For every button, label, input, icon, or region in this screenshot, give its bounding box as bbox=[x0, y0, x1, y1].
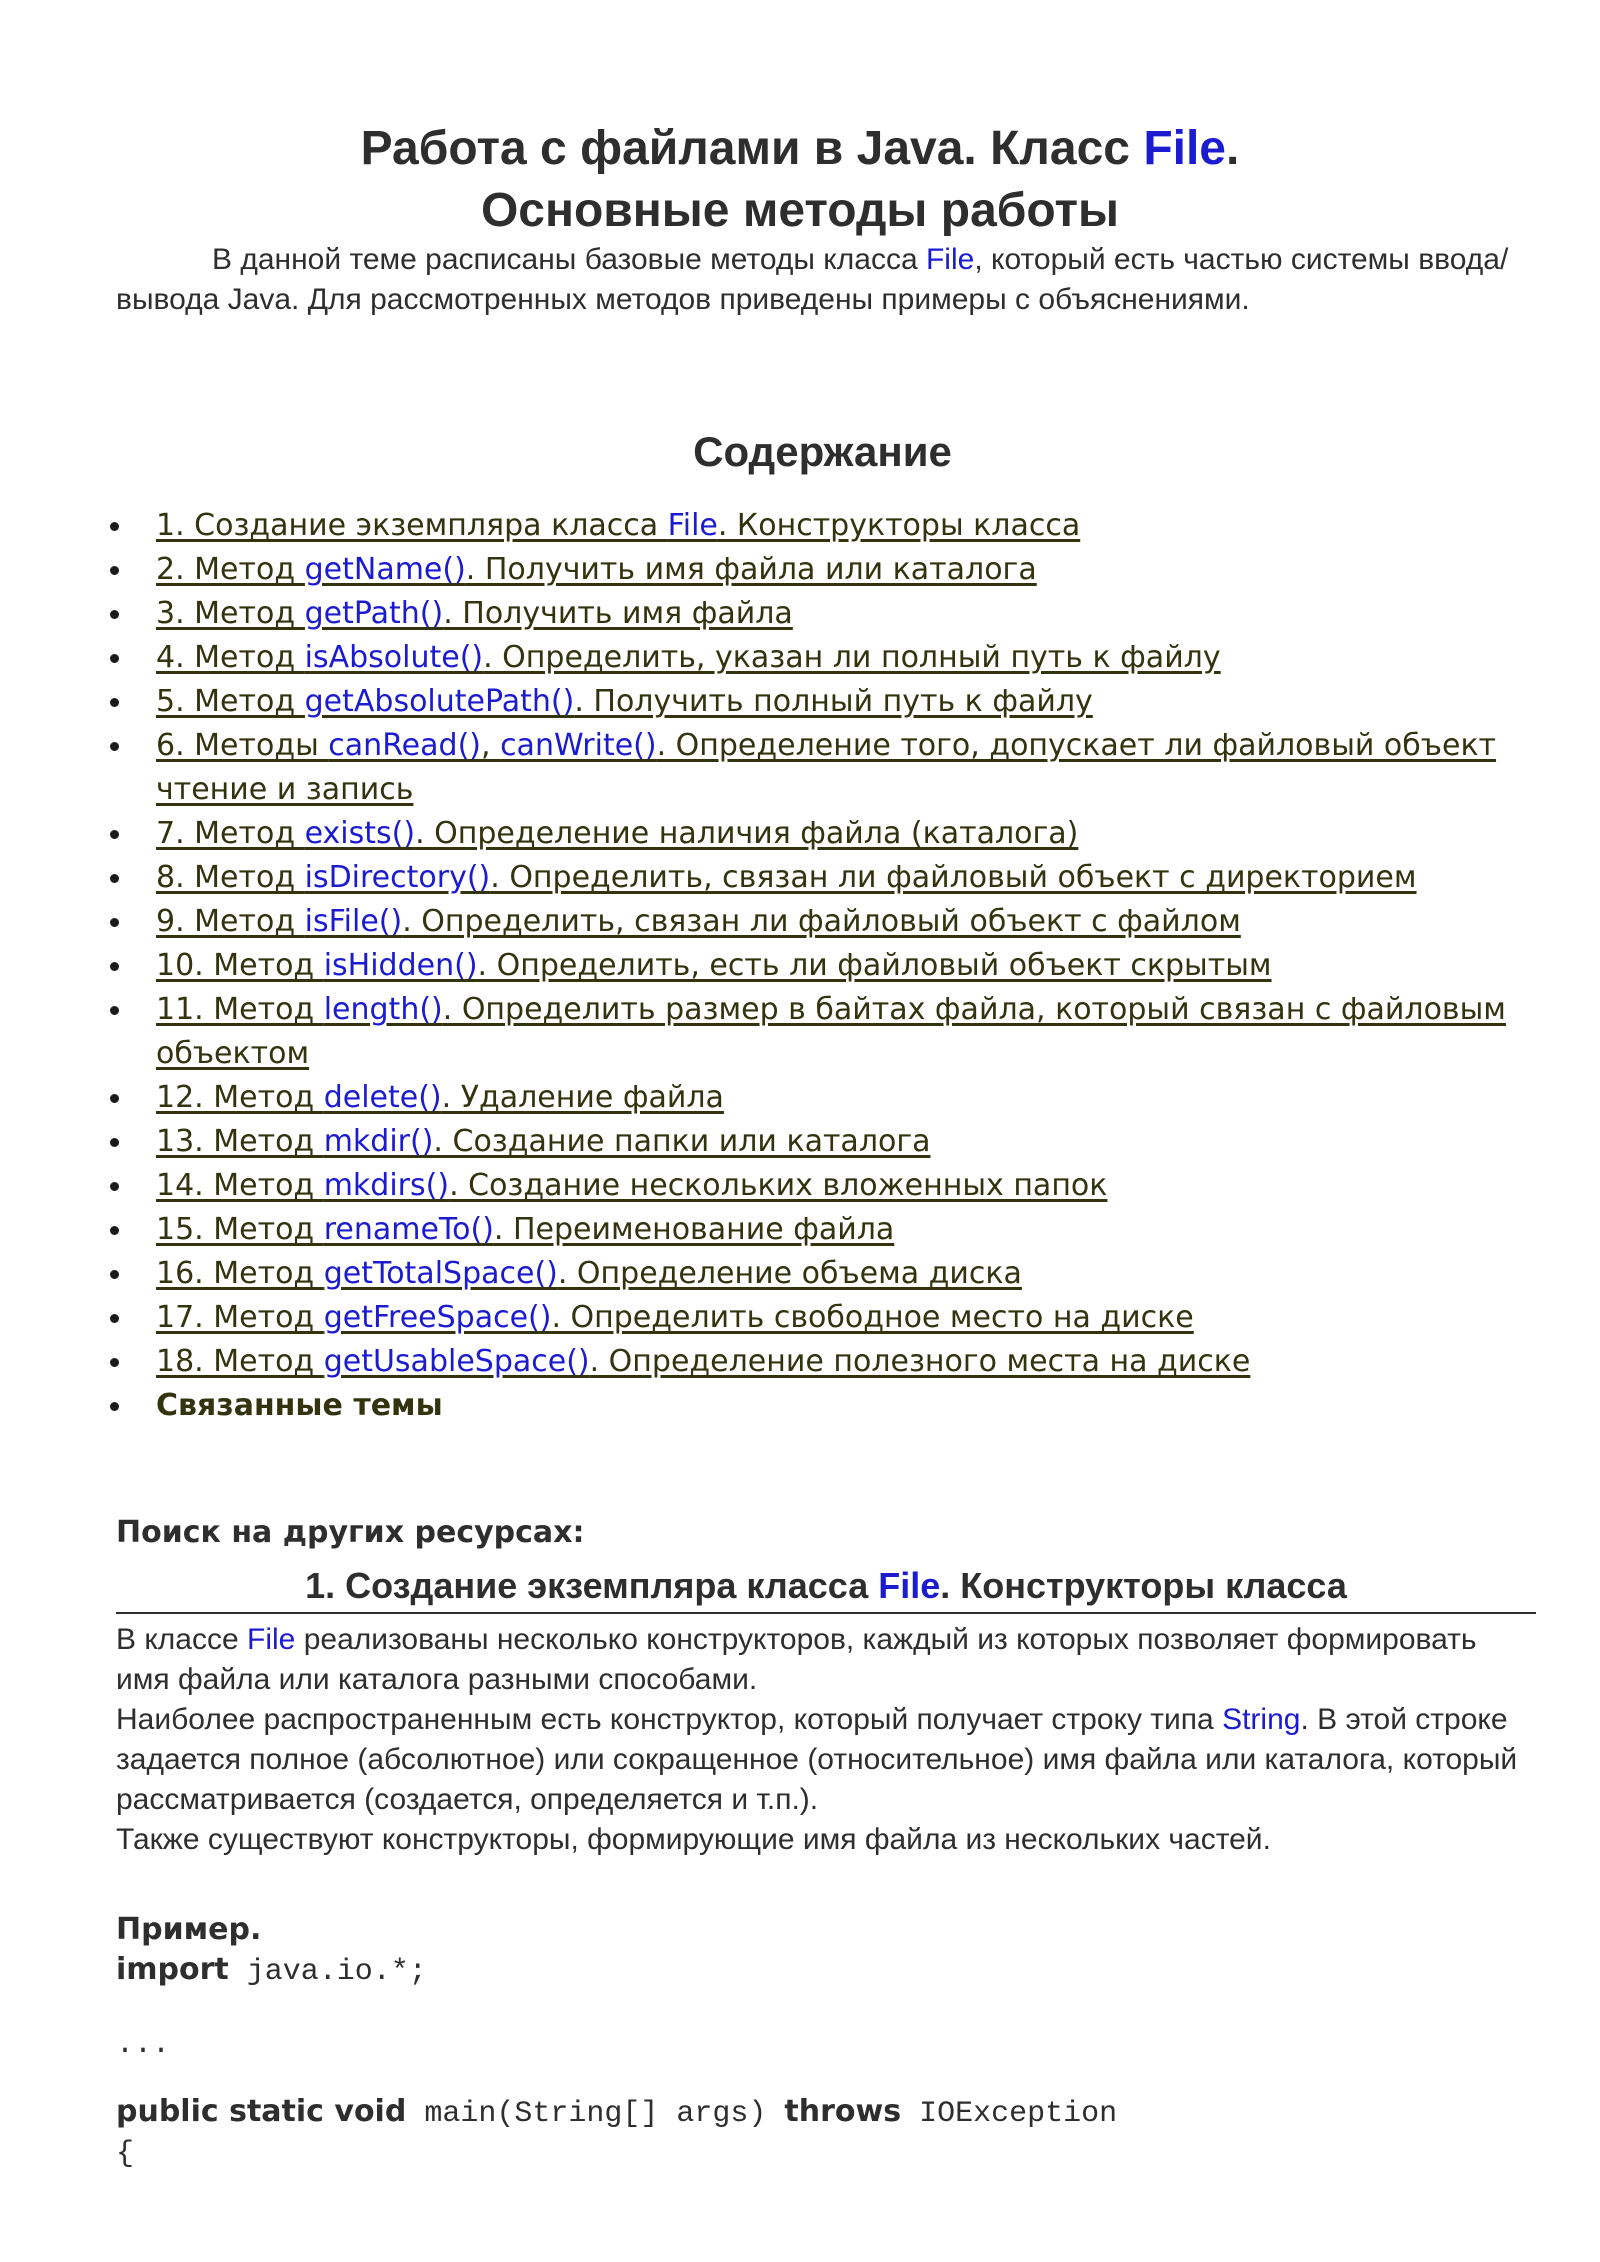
intro-class-name: File bbox=[925, 243, 975, 276]
toc-link-10[interactable]: 10. Метод isHidden(). Определить, есть ли файловый объект скрытым bbox=[156, 948, 1272, 983]
toc-link-2[interactable]: 2. Метод getName(). Получить имя файла или каталога bbox=[156, 552, 1037, 587]
toc-item bbox=[156, 900, 1536, 944]
toc-link-5[interactable]: 5. Метод getAbsolutePath(). Получить полный путь к файлу bbox=[156, 684, 1093, 719]
toc-link-9[interactable]: 9. Метод isFile(). Определить, связан ли файловый объект с файлом bbox=[156, 904, 1241, 939]
toc-heading: Содержание bbox=[693, 428, 952, 475]
page-title bbox=[0, 118, 1600, 242]
toc-item bbox=[156, 812, 1536, 856]
toc-item bbox=[156, 988, 1536, 1076]
toc-item bbox=[156, 724, 1536, 812]
toc-link-8[interactable]: 8. Метод isDirectory(). Определить, связан ли файловый объект с директорием bbox=[156, 860, 1417, 895]
toc-item bbox=[156, 1076, 1536, 1120]
code-line-import: import java.io.*; bbox=[116, 1952, 427, 1989]
toc-link-4[interactable]: 4. Метод isAbsolute(). Определить, указан ли полный путь к файлу bbox=[156, 640, 1221, 675]
page-title-line2: Основные методы работы bbox=[480, 184, 1120, 237]
toc-item bbox=[156, 1296, 1536, 1340]
toc-link-13[interactable]: 13. Метод mkdir(). Создание папки или каталога bbox=[156, 1124, 931, 1159]
toc-item bbox=[156, 636, 1536, 680]
search-other-resources-label: Поиск на других ресурсах: bbox=[116, 1515, 585, 1550]
section-1-class-name: File bbox=[878, 1565, 941, 1606]
code-line-brace: { bbox=[116, 2137, 135, 2171]
toc-item bbox=[156, 504, 1536, 548]
section-1-paragraph-3: Также существуют конструкторы, формирующие имя файла из нескольких частей. bbox=[116, 1823, 1271, 1856]
toc-item bbox=[156, 1208, 1536, 1252]
toc-link-6[interactable]: 6. Методы canRead(), canWrite(). Определение того, допускает ли файловый объект чтение и запись bbox=[156, 728, 1497, 807]
toc-item bbox=[156, 548, 1536, 592]
example-label: Пример. bbox=[116, 1912, 262, 1947]
toc-item bbox=[156, 592, 1536, 636]
toc-link-11[interactable]: 11. Метод length(). Определить размер в байтах файла, который связан с файловым объектом bbox=[156, 992, 1506, 1071]
toc-item bbox=[156, 1120, 1536, 1164]
toc-link-15[interactable]: 15. Метод renameTo(). Переименование файла bbox=[156, 1212, 895, 1247]
toc-link-18[interactable]: 18. Метод getUsableSpace(). Определение полезного места на диске bbox=[156, 1344, 1251, 1379]
toc-link-14[interactable]: 14. Метод mkdirs(). Создание нескольких вложенных папок bbox=[156, 1168, 1108, 1203]
toc-link-1[interactable]: 1. Создание экземпляра класса File. Конструкторы класса bbox=[156, 508, 1081, 543]
toc-item bbox=[156, 856, 1536, 900]
title-class-name: File bbox=[1143, 122, 1226, 175]
toc-link-16[interactable]: 16. Метод getTotalSpace(). Определение объема диска bbox=[156, 1256, 1022, 1291]
page-title-line1: Работа с файлами в Java. Класс File. bbox=[360, 122, 1240, 175]
section-divider bbox=[116, 1612, 1536, 1614]
toc-link-7[interactable]: 7. Метод exists(). Определение наличия файла (каталога) bbox=[156, 816, 1079, 851]
table-of-contents bbox=[156, 504, 1536, 1428]
toc-item bbox=[156, 944, 1536, 988]
toc-link-17[interactable]: 17. Метод getFreeSpace(). Определить свободное место на диске bbox=[156, 1300, 1194, 1335]
section-1-paragraph-1: В классе File реализованы несколько конструкторов, каждый из которых позволяет формировать имя файла или каталога разными способами. bbox=[116, 1623, 1477, 1696]
code-line-main: public static void main(String[] args) throws IOException bbox=[116, 2094, 1118, 2131]
intro-paragraph: В данной теме расписаны базовые методы класса File, который есть частью системы ввода/вывода Java. Для рассмотренных методов приведены примеры с объяснениями. bbox=[116, 243, 1509, 316]
section-1-heading: 1. Создание экземпляра класса File. Конструкторы класса bbox=[305, 1565, 1347, 1606]
toc-item bbox=[156, 1164, 1536, 1208]
toc-item-related-topics: Связанные темы bbox=[156, 1384, 1536, 1428]
toc-link-3[interactable]: 3. Метод getPath(). Получить имя файла bbox=[156, 596, 793, 631]
section-1-paragraph-2: Наиболее распространенным есть конструктор, который получает строку типа String. В этой строке задается полное (абсолютное) или сокращенное (относительное) имя файла или каталога, который рассматривается (создается, определяется и т.п.). bbox=[116, 1703, 1518, 1816]
toc-item bbox=[156, 1340, 1536, 1384]
toc-link-12[interactable]: 12. Метод delete(). Удаление файла bbox=[156, 1080, 724, 1115]
code-line-ellipsis: ... bbox=[116, 2028, 171, 2062]
toc-item bbox=[156, 680, 1536, 724]
toc-item bbox=[156, 1252, 1536, 1296]
